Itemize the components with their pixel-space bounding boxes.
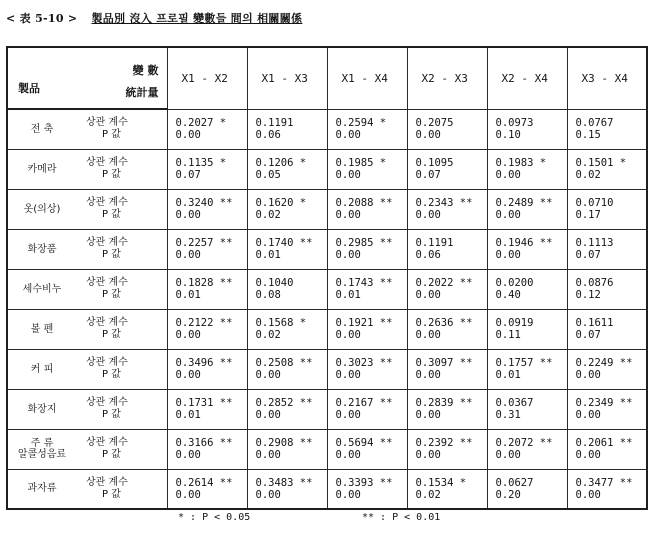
- value-cell: [567, 189, 647, 229]
- correlation-value: 0.1983 *: [495, 157, 547, 169]
- correlation-value: 0.2392 **: [415, 437, 473, 449]
- value-cell: [167, 149, 247, 189]
- p-value: 0.00: [255, 449, 281, 461]
- p-value-label: P 값: [102, 369, 121, 380]
- product-name: 과자류: [27, 483, 57, 495]
- statistic-labels: [70, 277, 167, 301]
- p-value: 0.00: [575, 488, 601, 501]
- correlation-value: 0.2249 **: [575, 357, 633, 369]
- correlation-value: 0.2061 **: [575, 437, 633, 449]
- correlation-value: 0.1731 **: [175, 397, 233, 409]
- caption-label: < 表 5-10 >: [6, 12, 78, 25]
- product-cell: [7, 109, 167, 149]
- product-cell: [7, 469, 167, 509]
- p-value-label: P 값: [102, 129, 121, 141]
- table-row: [7, 349, 647, 389]
- value-cell: [407, 189, 487, 229]
- correlation-value: 0.2839 **: [415, 397, 473, 409]
- p-value: 0.00: [415, 209, 441, 221]
- correlation-value: 0.0367: [495, 397, 534, 409]
- statistic-labels: [70, 197, 167, 221]
- value-cell: [327, 389, 407, 429]
- p-value: 0.00: [175, 329, 201, 341]
- correlation-value: 0.2027 *: [175, 117, 227, 129]
- correlation-value: 0.1501 *: [575, 157, 627, 169]
- column-header: X1 - X2: [167, 47, 247, 109]
- value-cell: [167, 389, 247, 429]
- value-cell: [167, 309, 247, 349]
- p-value: 0.01: [175, 409, 201, 421]
- statistic-labels: [70, 437, 167, 461]
- value-cell: [567, 149, 647, 189]
- value-cell: [487, 349, 567, 389]
- p-value: 0.01: [175, 289, 201, 301]
- correlation-value: 0.2908 **: [255, 437, 313, 449]
- p-value: 0.07: [575, 249, 601, 261]
- correlation-value: 0.1740 **: [255, 237, 313, 249]
- value-cell: [167, 109, 247, 149]
- p-value: 0.00: [575, 369, 601, 381]
- statistic-labels: [70, 117, 167, 141]
- correlation-value: 0.2122 **: [175, 317, 233, 329]
- correlation-value: 0.2985 **: [335, 237, 393, 249]
- value-cell: [487, 429, 567, 469]
- footnote-double-star: ** : P < 0.01: [362, 512, 441, 523]
- value-cell: [487, 189, 567, 229]
- table-row: [7, 269, 647, 309]
- value-cell: [327, 109, 407, 149]
- p-value: 0.00: [415, 449, 441, 461]
- value-cell: [247, 429, 327, 469]
- statistic-labels: [70, 157, 167, 181]
- value-cell: [567, 309, 647, 349]
- value-cell: [407, 429, 487, 469]
- correlation-value: 0.2167 **: [335, 397, 393, 409]
- corner-statistic-label: 統計量: [125, 86, 159, 99]
- column-header: X2 - X3: [407, 47, 487, 109]
- p-value: 0.12: [575, 289, 601, 301]
- correlation-value: 0.1113: [575, 237, 614, 249]
- correlation-value: 0.0876: [575, 277, 614, 289]
- p-value: 0.07: [415, 169, 441, 181]
- p-value-label: P 값: [102, 449, 121, 460]
- corner-product-label: 製品: [18, 82, 40, 95]
- p-value: 0.07: [175, 169, 201, 181]
- p-value-label: P 값: [102, 329, 121, 340]
- correlation-value: 0.3483 **: [255, 476, 313, 489]
- value-cell: [407, 269, 487, 309]
- table-row: [7, 309, 647, 349]
- correlation-value: 0.1611: [575, 317, 614, 329]
- value-cell: [247, 109, 327, 149]
- correlation-value: 0.1095: [415, 157, 454, 169]
- p-value: 0.00: [175, 209, 201, 221]
- value-cell: [247, 389, 327, 429]
- p-value: 0.00: [335, 169, 361, 181]
- p-value: 0.40: [495, 289, 521, 301]
- product-name: 옷(의상): [23, 203, 61, 215]
- value-cell: [167, 269, 247, 309]
- p-value: 0.00: [335, 249, 361, 261]
- correlation-label: 상관 계수: [86, 197, 128, 208]
- value-cell: [327, 269, 407, 309]
- product-name: 전 축: [30, 123, 54, 135]
- corner-variable-label: 變 數: [132, 64, 159, 77]
- statistic-labels: [70, 237, 167, 261]
- p-value: 0.20: [495, 488, 521, 501]
- correlation-value: 0.1620 *: [255, 197, 307, 209]
- product-cell: [7, 149, 167, 189]
- product-cell: [7, 309, 167, 349]
- correlation-value: 0.1191: [415, 237, 454, 249]
- p-value: 0.00: [495, 449, 521, 461]
- value-cell: [567, 229, 647, 269]
- value-cell: [567, 389, 647, 429]
- value-cell: [487, 389, 567, 429]
- value-cell: [407, 149, 487, 189]
- correlation-value: 0.3393 **: [335, 476, 393, 489]
- correlation-label: 상관 계수: [86, 237, 128, 248]
- correlation-value: 0.2349 **: [575, 397, 633, 409]
- correlation-value: 0.1946 **: [495, 237, 553, 249]
- value-cell: [327, 309, 407, 349]
- p-value-label: P 값: [102, 409, 121, 420]
- value-cell: [247, 229, 327, 269]
- product-name: 커 피: [30, 363, 54, 375]
- correlation-value: 0.3166 **: [175, 437, 233, 449]
- p-value: 0.07: [575, 329, 601, 341]
- correlation-label: 상관 계수: [86, 476, 128, 488]
- value-cell: [167, 189, 247, 229]
- column-header: X2 - X4: [487, 47, 567, 109]
- table-row: [7, 429, 647, 469]
- p-value: 0.00: [335, 209, 361, 221]
- product-cell: [7, 429, 167, 469]
- p-value: 0.00: [175, 488, 201, 501]
- value-cell: [407, 349, 487, 389]
- correlation-value: 0.2022 **: [415, 277, 473, 289]
- header-row: [7, 47, 647, 109]
- p-value: 0.01: [495, 369, 521, 381]
- table-row: [7, 189, 647, 229]
- p-value: 0.00: [415, 289, 441, 301]
- p-value-label: P 값: [102, 249, 121, 260]
- p-value: 0.00: [335, 449, 361, 461]
- p-value: 0.02: [415, 488, 441, 501]
- p-value: 0.02: [255, 209, 281, 221]
- product-name: 카메라: [27, 163, 57, 175]
- product-cell: [7, 229, 167, 269]
- p-value: 0.00: [255, 369, 281, 381]
- p-value: 0.10: [495, 129, 521, 141]
- correlation-value: 0.0710: [575, 197, 614, 209]
- correlation-value: 0.2343 **: [415, 197, 473, 209]
- correlation-value: 0.2636 **: [415, 317, 473, 329]
- value-cell: [567, 109, 647, 149]
- table-row: [7, 469, 647, 509]
- value-cell: [247, 349, 327, 389]
- value-cell: [567, 429, 647, 469]
- correlation-value: 0.1757 **: [495, 357, 553, 369]
- correlation-value: 0.3477 **: [575, 476, 633, 489]
- p-value: 0.00: [335, 488, 361, 501]
- p-value: 0.00: [495, 169, 521, 181]
- value-cell: [487, 229, 567, 269]
- statistic-labels: [70, 477, 167, 501]
- product-cell: [7, 389, 167, 429]
- value-cell: [487, 309, 567, 349]
- p-value: 0.11: [495, 329, 521, 341]
- correlation-value: 0.2594 *: [335, 117, 387, 129]
- correlation-value: 0.3496 **: [175, 357, 233, 369]
- p-value: 0.00: [415, 329, 441, 341]
- value-cell: [487, 149, 567, 189]
- correlation-value: 0.3097 **: [415, 357, 473, 369]
- correlation-value: 0.2075: [415, 117, 454, 129]
- value-cell: [567, 349, 647, 389]
- value-cell: [407, 389, 487, 429]
- value-cell: [567, 269, 647, 309]
- p-value: 0.00: [255, 409, 281, 421]
- column-header: X1 - X3: [247, 47, 327, 109]
- statistic-labels: [70, 357, 167, 381]
- value-cell: [407, 229, 487, 269]
- table-row: [7, 109, 647, 149]
- p-value: 0.00: [335, 129, 361, 141]
- correlation-value: 0.1191: [255, 117, 294, 129]
- correlation-value: 0.1921 **: [335, 317, 393, 329]
- correlation-table: [6, 46, 648, 510]
- product-name: 화장품: [27, 243, 57, 255]
- correlation-value: 0.1568 *: [255, 317, 307, 329]
- correlation-value: 0.1534 *: [415, 476, 467, 489]
- statistic-labels: [70, 317, 167, 341]
- correlation-label: 상관 계수: [86, 117, 128, 129]
- value-cell: [407, 309, 487, 349]
- product-name: 세수비누: [22, 283, 62, 295]
- value-cell: [247, 469, 327, 509]
- value-cell: [247, 269, 327, 309]
- product-name: 화장지: [27, 403, 57, 415]
- value-cell: [167, 429, 247, 469]
- p-value: 0.00: [335, 329, 361, 341]
- value-cell: [567, 469, 647, 509]
- p-value: 0.00: [415, 409, 441, 421]
- p-value: 0.02: [255, 329, 281, 341]
- correlation-value: 0.2489 **: [495, 197, 553, 209]
- p-value: 0.06: [415, 249, 441, 261]
- p-value: 0.00: [175, 129, 201, 141]
- p-value: 0.06: [255, 129, 281, 141]
- correlation-value: 0.0200: [495, 277, 534, 289]
- caption-title: 製品別 沒入 프로필 變數들 間의 相關關係: [91, 12, 303, 25]
- p-value: 0.00: [175, 249, 201, 261]
- value-cell: [487, 469, 567, 509]
- correlation-value: 0.2508 **: [255, 357, 313, 369]
- correlation-value: 0.1743 **: [335, 277, 393, 289]
- statistic-labels: [70, 397, 167, 421]
- p-value: 0.00: [335, 409, 361, 421]
- p-value: 0.05: [255, 169, 281, 181]
- correlation-value: 0.0973: [495, 117, 534, 129]
- correlation-value: 0.0919: [495, 317, 534, 329]
- p-value-label: P 값: [102, 169, 121, 180]
- value-cell: [167, 349, 247, 389]
- product-cell: [7, 349, 167, 389]
- table-row: [7, 229, 647, 269]
- correlation-value: 0.2088 **: [335, 197, 393, 209]
- table-row: [7, 389, 647, 429]
- p-value: 0.00: [415, 369, 441, 381]
- column-header: X1 - X4: [327, 47, 407, 109]
- correlation-value: 0.3023 **: [335, 357, 393, 369]
- correlation-value: 0.3240 **: [175, 197, 233, 209]
- correlation-value: 0.1828 **: [175, 277, 233, 289]
- table-row: [7, 149, 647, 189]
- correlation-value: 0.0627: [495, 476, 534, 489]
- p-value: 0.02: [575, 169, 601, 181]
- correlation-value: 0.2257 **: [175, 237, 233, 249]
- product-name: 볼 펜: [30, 323, 54, 335]
- p-value: 0.00: [575, 449, 601, 461]
- p-value-label: P 값: [102, 209, 121, 220]
- product-cell: [7, 269, 167, 309]
- value-cell: [327, 469, 407, 509]
- value-cell: [247, 189, 327, 229]
- table-body: [7, 109, 647, 509]
- p-value-label: P 값: [102, 289, 121, 300]
- p-value: 0.00: [575, 409, 601, 421]
- p-value: 0.00: [175, 369, 201, 381]
- value-cell: [327, 429, 407, 469]
- value-cell: [247, 149, 327, 189]
- correlation-label: 상관 계수: [86, 397, 128, 408]
- p-value: 0.00: [175, 449, 201, 461]
- column-header: X3 - X4: [567, 47, 647, 109]
- value-cell: [327, 229, 407, 269]
- value-cell: [407, 469, 487, 509]
- correlation-label: 상관 계수: [86, 437, 128, 448]
- correlation-label: 상관 계수: [86, 277, 128, 288]
- corner-header: [7, 47, 167, 109]
- correlation-label: 상관 계수: [86, 357, 128, 368]
- correlation-value: 0.0767: [575, 117, 614, 129]
- footnote-single-star: * : P < 0.05: [178, 512, 251, 523]
- p-value: 0.00: [415, 129, 441, 141]
- value-cell: [247, 309, 327, 349]
- value-cell: [327, 189, 407, 229]
- product-name: 주 류 알콜성음료: [17, 438, 67, 460]
- p-value: 0.01: [255, 249, 281, 261]
- table-caption: [6, 10, 302, 26]
- correlation-value: 0.1135 *: [175, 157, 227, 169]
- p-value: 0.08: [255, 289, 281, 301]
- value-cell: [167, 469, 247, 509]
- value-cell: [487, 269, 567, 309]
- p-value: 0.31: [495, 409, 521, 421]
- product-cell: [7, 189, 167, 229]
- p-value: 0.00: [495, 209, 521, 221]
- correlation-value: 0.1985 *: [335, 157, 387, 169]
- p-value: 0.00: [255, 488, 281, 501]
- value-cell: [327, 349, 407, 389]
- p-value: 0.00: [495, 249, 521, 261]
- p-value: 0.15: [575, 129, 601, 141]
- correlation-value: 0.2852 **: [255, 397, 313, 409]
- value-cell: [487, 109, 567, 149]
- correlation-label: 상관 계수: [86, 157, 128, 168]
- correlation-label: 상관 계수: [86, 317, 128, 328]
- value-cell: [167, 229, 247, 269]
- correlation-value: 0.5694 **: [335, 437, 393, 449]
- correlation-value: 0.1206 *: [255, 157, 307, 169]
- p-value: 0.01: [335, 289, 361, 301]
- correlation-value: 0.2614 **: [175, 476, 233, 489]
- correlation-value: 0.1040: [255, 277, 294, 289]
- p-value-label: P 값: [102, 488, 121, 500]
- correlation-value: 0.2072 **: [495, 437, 553, 449]
- value-cell: [407, 109, 487, 149]
- p-value: 0.00: [335, 369, 361, 381]
- p-value: 0.17: [575, 209, 601, 221]
- value-cell: [327, 149, 407, 189]
